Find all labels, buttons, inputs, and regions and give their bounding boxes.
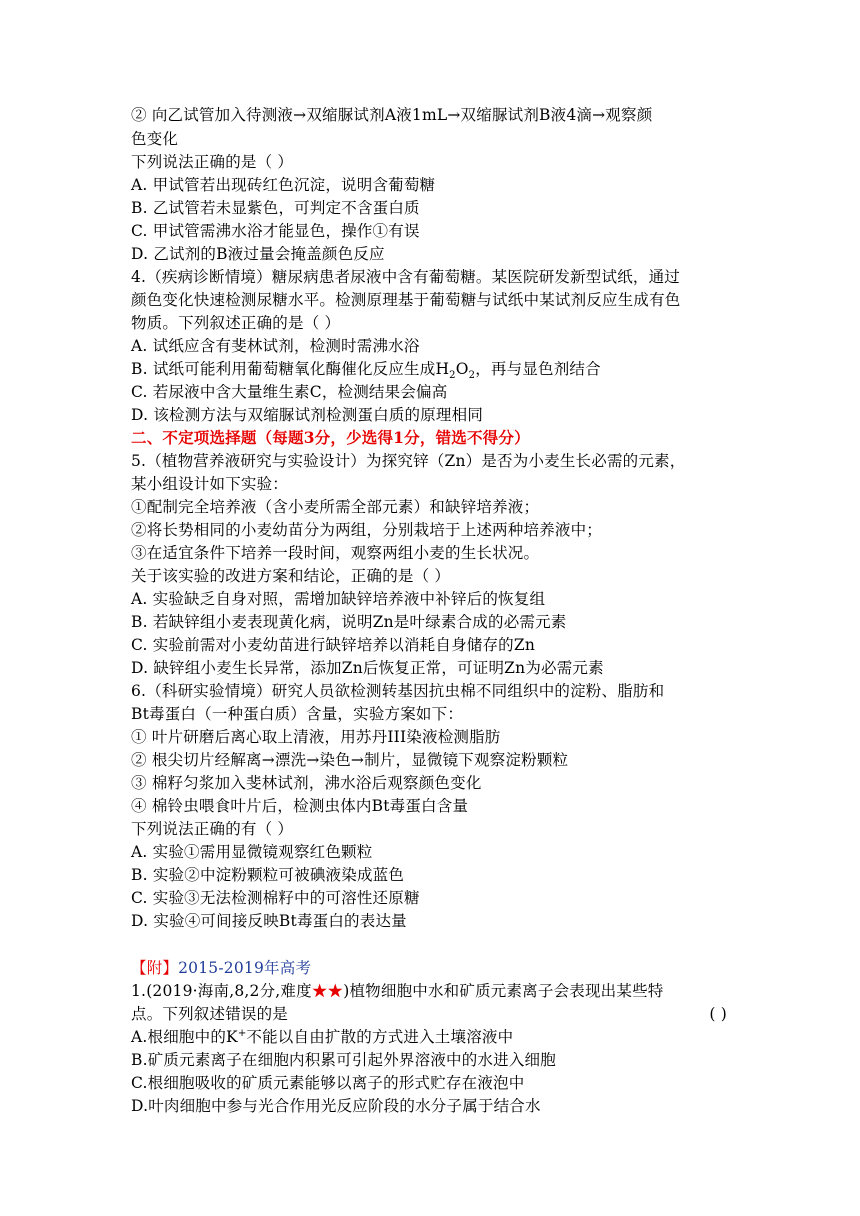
- appendix-q1-option-b: B.矿质元素离子在细胞内积累可引起外界溶液中的水进入细胞: [131, 1051, 556, 1069]
- q3-stem: 下列说法正确的是（ ）: [131, 153, 294, 171]
- appendix-q1-line1: 1.(2019·海南,8,2分,难度★★)植物细胞中水和矿质元素离子会表现出某些特: [131, 982, 664, 1000]
- appendix-q1-option-c: C.根细胞吸收的矿质元素能够以离子的形式贮存在液泡中: [131, 1074, 525, 1092]
- q4-option-a: A. 试纸应含有斐林试剂，检测时需沸水浴: [131, 337, 420, 355]
- q6-step-2: ② 根尖切片经解离→漂洗→染色→制片，显微镜下观察淀粉颗粒: [131, 751, 569, 769]
- q3-option-a: A. 甲试管若出现砖红色沉淀，说明含葡萄糖: [131, 176, 436, 194]
- q5-line1: 5.（植物营养液研究与实验设计）为探究锌（Zn）是否为小麦生长必需的元素，: [131, 452, 686, 470]
- q6-stem: 下列说法正确的有（ ）: [131, 820, 294, 838]
- q5-stem: 关于该实验的改进方案和结论，正确的是（ ）: [131, 567, 451, 585]
- q5-step-1: ①配制完全培养液（含小麦所需全部元素）和缺锌培养液；: [131, 498, 540, 516]
- q6-option-c: C. 实验③无法检测棉籽中的可溶性还原糖: [131, 889, 420, 907]
- q6-option-b: B. 实验②中淀粉颗粒可被碘液染成蓝色: [131, 866, 405, 884]
- q5-step-2: ②将长势相同的小麦幼苗分为两组，分别栽培于上述两种培养液中；: [131, 521, 603, 539]
- q3-step2-line1: ② 向乙试管加入待测液→双缩脲试剂A液1mL→双缩脲试剂B液4滴→观察颜: [131, 106, 653, 124]
- q6-step-4: ④ 棉铃虫喂食叶片后，检测虫体内Bt毒蛋白含量: [131, 797, 469, 815]
- q4-line3: 物质。下列叙述正确的是（ ）: [131, 314, 341, 332]
- q3-option-c: C. 甲试管需沸水浴才能显色，操作①有误: [131, 222, 420, 240]
- appendix-q1-option-d: D.叶肉细胞中参与光合作用光反应阶段的水分子属于结合水: [131, 1097, 541, 1115]
- q3-option-d: D. 乙试剂的B液过量会掩盖颜色反应: [131, 245, 385, 263]
- q3-step2-line2: 色变化: [131, 130, 179, 148]
- q4-option-b: B. 试纸可能利用葡萄糖氧化酶催化反应生成$H_2O_2$，再与显色剂结合: [131, 360, 601, 382]
- section-heading: 二、不定项选择题（每题3分，少选得1分，错选不得分）: [131, 428, 530, 447]
- q6-step-1: ① 叶片研磨后离心取上清液，用苏丹III染液检测脂肪: [131, 728, 501, 746]
- q4-option-d: D. 该检测方法与双缩脲试剂检测蛋白质的原理相同: [131, 406, 484, 424]
- q4-line1: 4.（疾病诊断情境）糖尿病患者尿液中含有葡萄糖。某医院研发新型试纸，通过: [131, 268, 680, 286]
- q5-option-d: D. 缺锌组小麦生长异常，添加Zn后恢复正常，可证明Zn为必需元素: [131, 659, 604, 677]
- appendix-q1-option-a: A.根细胞中的K+不能以自由扩散的方式进入土壤溶液中: [131, 1027, 514, 1046]
- q6-option-d: D. 实验④可间接反映Bt毒蛋白的表达量: [131, 912, 407, 930]
- appendix-heading: 【附】2015-2019年高考: [131, 959, 312, 977]
- q6-line1: 6.（科研实验情境）研究人员欲检测转基因抗虫棉不同组织中的淀粉、脂肪和: [131, 682, 665, 700]
- q3-option-b: B. 乙试管若未显紫色，可判定不含蛋白质: [131, 199, 420, 217]
- difficulty-stars: ★★: [311, 982, 344, 1000]
- q6-option-a: A. 实验①需用显微镜观察红色颗粒: [131, 843, 373, 861]
- q5-step-3: ③在适宜条件下培养一段时间，观察两组小麦的生长状况。: [131, 544, 540, 562]
- q6-step-3: ③ 棉籽匀浆加入斐林试剂，沸水浴后观察颜色变化: [131, 774, 482, 792]
- q5-option-c: C. 实验前需对小麦幼苗进行缺锌培养以消耗自身储存的Zn: [131, 636, 536, 654]
- q5-option-a: A. 实验缺乏自身对照，需增加缺锌培养液中补锌后的恢复组: [131, 590, 546, 608]
- q4-line2: 颜色变化快速检测尿糖水平。检测原理基于葡萄糖与试纸中某试剂反应生成有色: [131, 291, 681, 309]
- q5-option-b: B. 若缺锌组小麦表现黄化病，说明Zn是叶绿素合成的必需元素: [131, 613, 567, 631]
- q5-line2: 某小组设计如下实验：: [131, 475, 289, 493]
- appendix-q1-line2: 点。下列叙述错误的是 ( ): [131, 1005, 727, 1023]
- q4-option-c: C. 若尿液中含大量维生素C，检测结果会偏高: [131, 383, 448, 401]
- answer-paren: ( ): [709, 1005, 727, 1023]
- q6-line2: Bt毒蛋白（一种蛋白质）含量，实验方案如下：: [131, 705, 464, 723]
